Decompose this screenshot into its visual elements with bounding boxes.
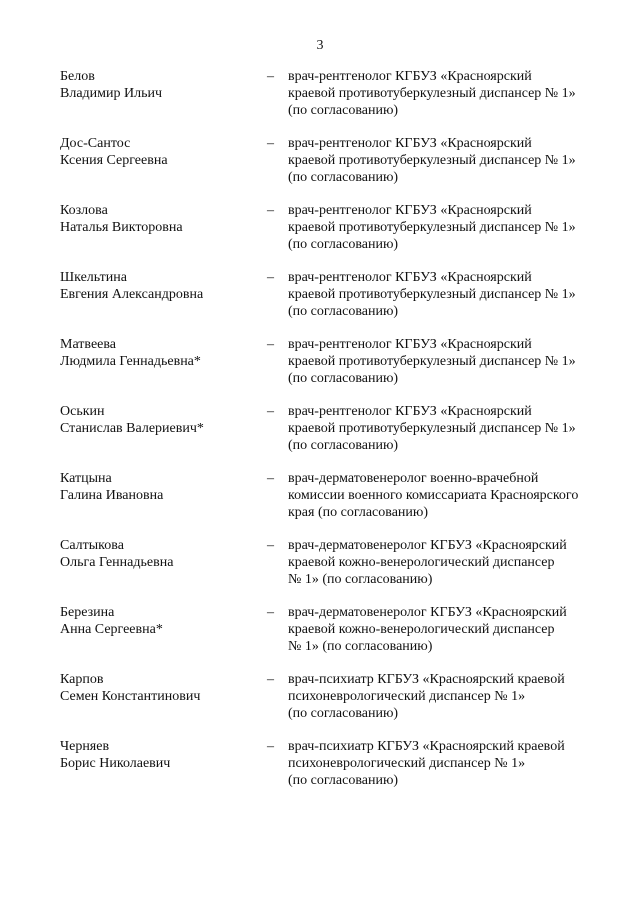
person-given-name: Людмила Геннадьевна* — [60, 354, 201, 369]
person-surname: Матвеева — [60, 337, 117, 352]
position-line: врач-психиатр КГБУЗ «Красноярский краевой — [288, 739, 565, 754]
list-item — [60, 336, 620, 403]
dash-separator: – — [267, 404, 274, 419]
person-position — [288, 537, 618, 604]
position-line: № 1» (по согласованию) — [288, 572, 433, 587]
person-surname: Дос-Сантос — [60, 136, 131, 151]
person-given-name: Наталья Викторовна — [60, 220, 183, 235]
person-given-name: Евгения Александровна — [60, 287, 204, 302]
dash-separator: – — [267, 672, 274, 687]
person-position — [288, 604, 618, 671]
position-line: врач-рентгенолог КГБУЗ «Красноярский — [288, 270, 532, 285]
dash-separator: – — [267, 337, 274, 352]
list-item — [60, 470, 620, 537]
position-line: комиссии военного комиссариата Красноярского — [288, 488, 579, 503]
position-line: врач-рентгенолог КГБУЗ «Красноярский — [288, 136, 532, 151]
position-line: (по согласованию) — [288, 103, 399, 118]
dash-separator: – — [267, 739, 274, 754]
list-item — [60, 403, 620, 470]
person-name — [60, 336, 267, 403]
person-position — [288, 470, 618, 537]
person-surname: Оськин — [60, 404, 105, 419]
person-name — [60, 604, 267, 671]
member-list — [60, 68, 620, 805]
person-name — [60, 738, 267, 805]
list-item — [60, 135, 620, 202]
dash-separator: – — [267, 136, 274, 151]
position-line: краевой противотуберкулезный диспансер № 1» — [288, 153, 576, 168]
dash-separator: – — [267, 203, 274, 218]
person-surname: Шкельтина — [60, 270, 127, 285]
person-given-name: Ксения Сергеевна — [60, 153, 168, 168]
person-position — [288, 135, 618, 202]
position-line: врач-рентгенолог КГБУЗ «Красноярский — [288, 203, 532, 218]
list-item — [60, 671, 620, 738]
person-name — [60, 470, 267, 537]
position-line: краевой кожно-венерологический диспансер — [288, 622, 555, 637]
list-item — [60, 738, 620, 805]
position-line: краевой противотуберкулезный диспансер № 1» — [288, 220, 576, 235]
person-given-name: Семен Константинович — [60, 689, 201, 704]
position-line: (по согласованию) — [288, 304, 399, 319]
dash-separator: – — [267, 270, 274, 285]
list-item — [60, 202, 620, 269]
position-line: краевой противотуберкулезный диспансер № 1» — [288, 86, 576, 101]
position-line: края (по согласованию) — [288, 505, 429, 520]
dash-separator: – — [267, 69, 274, 84]
position-line: (по согласованию) — [288, 237, 399, 252]
position-line: краевой кожно-венерологический диспансер — [288, 555, 555, 570]
person-surname: Белов — [60, 69, 95, 84]
person-position — [288, 671, 618, 738]
person-name — [60, 671, 267, 738]
position-line: врач-рентгенолог КГБУЗ «Красноярский — [288, 69, 532, 84]
person-given-name: Анна Сергеевна* — [60, 622, 163, 637]
person-name — [60, 68, 267, 135]
dash-separator: – — [267, 471, 274, 486]
person-given-name: Станислав Валериевич* — [60, 421, 204, 436]
person-name — [60, 135, 267, 202]
position-line: врач-психиатр КГБУЗ «Красноярский краевой — [288, 672, 565, 687]
list-item — [60, 269, 620, 336]
person-surname: Катцына — [60, 471, 112, 486]
dash-separator: – — [267, 605, 274, 620]
person-given-name: Владимир Ильич — [60, 86, 163, 101]
position-line: врач-дерматовенеролог КГБУЗ «Красноярский — [288, 605, 567, 620]
person-position — [288, 403, 618, 470]
position-line: (по согласованию) — [288, 170, 399, 185]
person-given-name: Борис Николаевич — [60, 756, 171, 771]
page-number: 3 — [316, 38, 324, 53]
person-surname: Карпов — [60, 672, 104, 687]
person-position — [288, 336, 618, 403]
position-line: (по согласованию) — [288, 773, 399, 788]
person-position — [288, 269, 618, 336]
person-surname: Козлова — [60, 203, 108, 218]
position-line: врач-дерматовенеролог военно-врачебной — [288, 471, 539, 486]
person-given-name: Галина Ивановна — [60, 488, 164, 503]
position-line: психоневрологический диспансер № 1» — [288, 756, 526, 771]
dash-separator: – — [267, 538, 274, 553]
person-position — [288, 202, 618, 269]
position-line: № 1» (по согласованию) — [288, 639, 433, 654]
person-position — [288, 68, 618, 135]
person-name — [60, 202, 267, 269]
person-given-name: Ольга Геннадьевна — [60, 555, 174, 570]
position-line: психоневрологический диспансер № 1» — [288, 689, 526, 704]
person-name — [60, 403, 267, 470]
position-line: краевой противотуберкулезный диспансер № 1» — [288, 354, 576, 369]
person-name — [60, 537, 267, 604]
person-surname: Салтыкова — [60, 538, 124, 553]
list-item — [60, 68, 620, 135]
position-line: врач-рентгенолог КГБУЗ «Красноярский — [288, 404, 532, 419]
position-line: (по согласованию) — [288, 438, 399, 453]
person-surname: Березина — [60, 605, 115, 620]
person-position — [288, 738, 618, 805]
position-line: (по согласованию) — [288, 371, 399, 386]
position-line: краевой противотуберкулезный диспансер № 1» — [288, 421, 576, 436]
position-line: врач-дерматовенеролог КГБУЗ «Красноярский — [288, 538, 567, 553]
position-line: краевой противотуберкулезный диспансер № 1» — [288, 287, 576, 302]
person-surname: Черняев — [60, 739, 110, 754]
list-item — [60, 537, 620, 604]
list-item — [60, 604, 620, 671]
person-name — [60, 269, 267, 336]
position-line: врач-рентгенолог КГБУЗ «Красноярский — [288, 337, 532, 352]
position-line: (по согласованию) — [288, 706, 399, 721]
